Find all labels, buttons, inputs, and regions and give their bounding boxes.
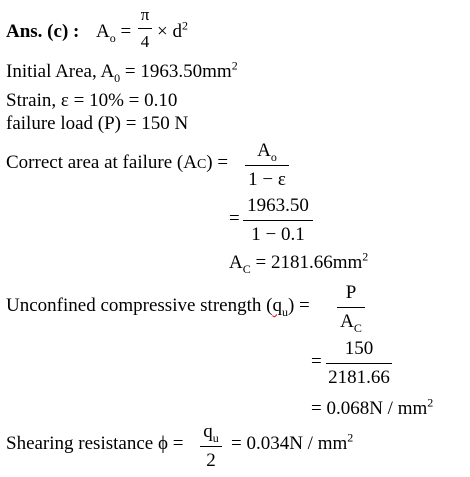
shear-result: = $0.034N / mm^2$ (231, 430, 354, 454)
strain-line: Strain, ε = 10% = 0.10 (6, 90, 178, 111)
initial-area: Initial Area, $A_0 = 1963.50mm^2$ (6, 58, 238, 85)
corrected-area-fraction: $A_o$ 1 − ε (245, 140, 289, 191)
pi-over-four-fraction: π 4 (138, 5, 152, 52)
corrected-area-result: $A_C = 2181.66mm^2$ (229, 249, 369, 276)
corrected-eq2: = (229, 208, 240, 229)
ucs-eq2: = (311, 351, 322, 372)
area-formula-rhs: × $d^2$ (157, 18, 188, 42)
shear-fraction: $q_u$ 2 (200, 421, 222, 472)
answer-label: Ans. (c) : (6, 21, 80, 42)
shear-label: Shearing resistance ϕ = (6, 433, 184, 454)
ucs-result: = $0.068N / mm^2$ (311, 395, 434, 419)
failure-load-line: failure load (P) = 150 N (6, 113, 189, 134)
ucs-fraction-2: 150 2181.66 (326, 338, 392, 389)
area-formula-lhs: $A_o$ = (96, 21, 132, 45)
ucs-fraction: P $A_C$ (337, 282, 365, 333)
corrected-area-fraction-2: 1963.50 1 − 0.1 (243, 195, 313, 246)
ucs-label: Unconfined compressive strength $(q_u)$ = (6, 295, 310, 319)
corrected-area-label: Correct area at failure (AC) = (6, 152, 229, 173)
